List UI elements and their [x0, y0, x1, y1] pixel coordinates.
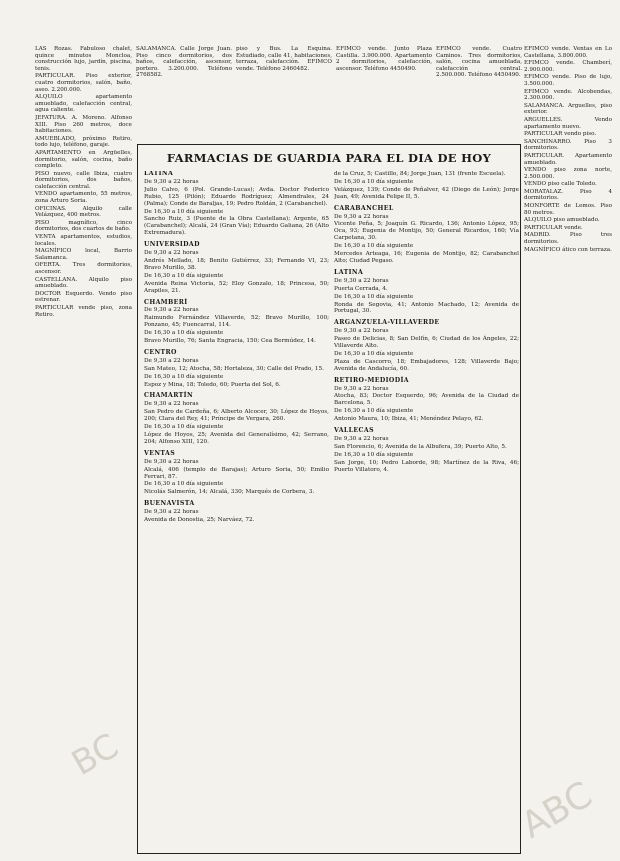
pharmacy-list: Bravo Murillo, 76; Santa Engracia, 150; Cea Bermúdez, 14.	[144, 338, 316, 345]
classified-ad: AMUEBLADO, próximo Retiro, todo lujo, teléfono, garaje.	[35, 135, 132, 149]
district-name: VENTAS	[144, 449, 176, 457]
pharmacy-list: Andrés Mellado, 18; Benito Gutiérrez, 33; Fernando VI, 23; Bravo Murillo, 38.	[144, 257, 329, 271]
district-section	[334, 428, 519, 473]
district-section	[144, 393, 329, 445]
pharmacy-list: Espoz y Mina, 18; Toledo, 60; Puerta del Sol, 6.	[144, 381, 281, 388]
pharmacy-list: Raimundo Fernández Villaverde, 52; Bravo Murillo, 100; Ponzano, 45; Fuencarral, 114.	[144, 315, 329, 329]
shift-time: De 16,30 a 10 día siguiente	[334, 243, 414, 250]
classifieds-column-5	[436, 46, 522, 142]
pharmacy-list: San Mateo, 12; Atocha, 58; Hortaleza, 30; Calle del Prado, 15.	[144, 365, 324, 372]
district-section	[144, 451, 329, 496]
district-section	[334, 206, 519, 265]
classified-ad: PARTICULAR vende piso, zona Retiro.	[35, 304, 132, 318]
classified-ad: LAS Rozas. Fabuloso chalet, quince minutos Moncloa, construcción lujo, jardín, piscina, tenis.	[35, 46, 132, 72]
pharmacy-list: San Jorge, 10; Pedro Laborde, 98; Martínez de la Riva, 46; Puerto Villatoro, 4.	[334, 459, 519, 473]
district-section	[334, 270, 519, 315]
classified-ad: MORATALAZ. Piso 4 dormitorios.	[524, 188, 612, 202]
district-section	[144, 350, 329, 389]
district-name: LATINA	[144, 171, 174, 177]
district-name: CHAMBERÍ	[144, 298, 188, 306]
classified-ad: MADRID. Piso tres dormitorios.	[524, 232, 612, 246]
district-name: CHAMARTÍN	[144, 392, 194, 400]
pharmacy-list: Velázquez, 139; Conde de Peñalver, 42 (Diego de León); Jorge Juan, 49; Avenida Felipe II, 5.	[334, 186, 519, 200]
classifieds-column-1	[35, 46, 132, 806]
classified-ad: VENDO apartamento, 55 metros, zona Arturo Soria.	[35, 191, 132, 205]
classified-ad: MAGNÍFICO local, Barrio Salamanca.	[35, 248, 132, 261]
pharmacy-list: López de Hoyos, 25; Avenida del Generalísimo, 42; Serrano, 204; Alfonso XIII, 120.	[144, 432, 329, 445]
pharmacy-list: San Florencio, 6; Avenida de la Albufera, 39; Puerto Alto, 5.	[334, 443, 507, 450]
classified-ad: SANCHINARRO. Piso 3 dormitorios.	[524, 138, 612, 152]
pharmacy-list: Sancho Ruiz, 3 (Puente de la Obra Castellana); Argente, 65 (Carabanchel); Alcalá, 24 (Gran Vía); Eduardo Galiana, 26 (Alto Extremadura).	[144, 216, 329, 237]
pharmacy-list: Atocha, 83; Doctor Esquerdo, 96; Avenida de la Ciudad de Barcelona, 5.	[334, 393, 519, 407]
classified-ad: EFIMCO vende. Piso de lujo, 3.500.000.	[524, 74, 612, 87]
classified-ad: EFIMCO vende. Ventas en Lo Castellana, 3.800.000.	[524, 46, 612, 59]
classified-ad: piso y Bus. La Esquina. Estudiado, calle 41, habitaciones, terraza, calefacción. EFIMCO vende. Teléfono 2460482.	[236, 46, 332, 72]
shift-time: De 9,30 a 22 horas	[334, 328, 389, 335]
district-name: VALLECAS	[334, 427, 374, 435]
pharmacies-box	[137, 144, 521, 854]
pharmacy-list: Vicente Peña, 5; Joaquín G. Ricardo, 136; Antonio López, 95; Oca, 93; Eugenia de Montijo, 50; General Ricardos, 160; Vía Carpetana, 30.	[334, 221, 519, 242]
classified-ad: APARTAMENTO en Argüelles, dormitorio, salón, cocina, baño completo.	[35, 149, 132, 170]
classified-ad: SALAMANCA. Arguelles, piso exterior.	[524, 102, 612, 116]
classified-ad: ARGUELLES. Vendo apartamento nuevo.	[524, 116, 612, 130]
shift-time: De 9,30 a 22 horas	[144, 458, 199, 465]
classifieds-column-4	[336, 46, 432, 142]
pharmacy-list: Ronda de Segovia, 41; Antonio Machado, 12; Avenida de Portugal, 30.	[334, 301, 519, 315]
classified-ad: ALQUILO apartamento amueblado, calefacción central, agua caliente.	[35, 94, 132, 114]
district-name: BUENAVISTA	[144, 500, 195, 508]
district-section	[144, 242, 329, 294]
shift-time: De 16,30 a 10 día siguiente	[144, 373, 224, 380]
classified-ad: PARTICULAR vendo piso.	[524, 131, 597, 138]
classifieds-column-6	[524, 46, 612, 856]
district-section	[144, 171, 329, 237]
pharmacy-list: San Pedro de Cardeña, 6; Alberto Alcocer, 30; López de Hoyos, 200; Clara del Rey, 41; Príncipe de Vergara, 260.	[144, 409, 329, 423]
classified-ad: VENTA apartamentos, estudios, locales.	[35, 234, 132, 247]
shift-time: De 16,30 a 10 día siguiente	[144, 272, 224, 279]
shift-time: De 9,30 a 22 horas	[144, 509, 199, 516]
pharmacy-list: Antonio Maura, 10; Ibiza, 41; Menéndez Pelayo, 62.	[334, 416, 484, 423]
shift-time: De 9,30 a 22 horas	[144, 178, 199, 185]
district-section	[334, 378, 519, 423]
shift-time: De 9,30 a 22 horas	[334, 213, 389, 220]
shift-time: De 9,30 a 22 horas	[144, 401, 199, 408]
classified-ad: PISO nuevo, calle Ibiza, cuatro dormitorios, dos baños, calefacción central.	[35, 170, 132, 190]
pharmacy-list: Julio Calvo, 6 (Pol. Grande-Lucas); Avda. Doctor Federico Rubio, 125 (Pilón); Eduardo Rodríguez; Almendrales, 24 (Palma); Conde de Baraljas, 19; Pedro Roldán, 2 (Carabanchel).	[144, 186, 329, 207]
shift-time: De 16,30 a 10 día siguiente	[144, 330, 224, 337]
classified-ad: EFIMCO vende. Alcobendas, 2.300.000.	[524, 88, 612, 102]
shift-time: De 16,30 a 10 día siguiente	[334, 451, 414, 458]
shift-time: De 16,30 a 10 día siguiente	[144, 424, 224, 431]
watermark-stamp: ABC	[514, 774, 600, 847]
classified-ad: SALAMANCA. Calle Jorge Juan. Piso cinco dormitorios, dos baños, calefacción, ascensor, portero. 3.200.000. Teléfono 2768582.	[136, 46, 232, 79]
shift-time: De 16,30 a 10 día siguiente	[334, 178, 414, 185]
pharmacies-column-1	[144, 171, 329, 849]
district-name: UNIVERSIDAD	[144, 241, 200, 249]
shift-time: De 9,30 a 22 horas	[144, 250, 199, 257]
shift-time: De 16,30 a 10 día siguiente	[334, 408, 414, 415]
classified-ad: OFICINAS. Alquilo calle Velázquez, 400 metros.	[35, 205, 132, 219]
classified-ad: PARTICULAR. Piso exterior, cuatro dormitorios, salón, baño, aseo. 2.200.000.	[35, 73, 132, 93]
classified-ad: EFIMCO vende. Cuatro Caminos. Tres dormitorios, salón, cocina amueblada, calefacción central. 2.500.000. Teléfono 4450490.	[436, 46, 522, 79]
pharmacy-list: Mercedes Arteaga, 16; Eugenia de Montijo, 82; Carabanchel Alto; Ciudad Pegaso.	[334, 251, 519, 264]
classified-ad: VENDO piso zona norte, 2.500.000.	[524, 167, 612, 180]
shift-time: De 9,30 a 22 horas	[334, 436, 389, 442]
district-name: CARABANCHEL	[334, 204, 394, 212]
watermark-stamp: BC	[65, 726, 126, 784]
classified-ad: DOCTOR Esquerdo. Vendo piso estrenar.	[35, 290, 132, 304]
shift-time: De 16,30 a 10 día siguiente	[334, 350, 414, 357]
shift-time: De 16,30 a 10 día siguiente	[144, 208, 224, 215]
pharmacy-list: Puerta Cerrada, 4.	[334, 285, 388, 292]
classified-ad: PISO magnífico, cinco dormitorios, dos cuartos de baño.	[35, 219, 132, 233]
shift-time: De 16,30 a 10 día siguiente	[334, 293, 414, 300]
classified-ad: VENDO piso calle Toledo.	[524, 181, 597, 188]
classified-ad: EFIMCO vende. Junto Plaza Castilla. 3.900.000. Apartamento 2 dormitorios, calefacción, ascensor. Teléfono 4450490.	[336, 46, 432, 72]
classified-ad: PARTICULAR. Apartamento amueblado.	[524, 152, 612, 166]
pharmacy-list: de la Cruz, 5; Castillo, 84; Jorge Juan, 131 (frente Escuela).	[334, 171, 506, 177]
classified-ad: MAGNÍFICO ático con terraza.	[524, 246, 612, 253]
pharmacy-list: Paseo de Delicias, 8; San Delfín, 6; Ciudad de los Ángeles, 22; Villaverde Alto.	[334, 336, 519, 350]
shift-time: De 9,30 a 22 horas	[334, 385, 389, 392]
pharmacy-list: Plaza de Cascorro, 18; Embajadores, 128; Villaverde Bajo; Avenida de Andalucía, 60.	[334, 358, 519, 372]
district-name: CENTRO	[144, 348, 177, 356]
classified-ad: MONFORTE de Lemos. Piso 80 metros.	[524, 203, 612, 216]
district-section	[144, 501, 329, 524]
classified-ad: OFERTA. Tres dormitorios, ascensor.	[35, 262, 132, 275]
pharmacies-column-2	[334, 171, 519, 849]
shift-time: De 9,30 a 22 horas	[334, 277, 389, 284]
pharmacy-list: Alcalá, 406 (templo de Barajas); Arturo Soria, 50; Emilio Ferrari, 87.	[144, 466, 329, 480]
shift-time: De 9,30 a 22 horas	[144, 307, 199, 314]
pharmacies-title: FARMACIAS DE GUARDIA PARA EL DIA DE HOY	[166, 151, 492, 165]
district-section	[144, 300, 329, 345]
pharmacy-list: Avenida Reina Victoria, 52; Eloy Gonzalo, 18; Princesa, 50; Arapiles, 21.	[144, 280, 329, 294]
district-name: ARGANZUELA-VILLAVERDE	[334, 319, 440, 327]
classified-ad: PARTICULAR vende.	[524, 224, 583, 231]
classifieds-column-2	[136, 46, 232, 142]
classifieds-column-3	[236, 46, 332, 142]
district-name: RETIRO-MEDIODÍA	[334, 376, 409, 384]
classified-ad: ALQUILO piso amueblado.	[524, 217, 600, 224]
district-section	[334, 320, 519, 372]
classified-ad: JEFATURA. A. Moreno. Alfonso XIII. Piso 260 metros, doce habitaciones.	[35, 114, 132, 135]
pharmacy-list: Nicolás Salmerón, 14; Alcalá, 330; Marqués de Corbera, 3.	[144, 489, 315, 496]
pharmacy-list: Avenida de Donostia, 25; Narváez, 72.	[144, 517, 255, 524]
shift-time: De 16,30 a 10 día siguiente	[144, 481, 224, 488]
classified-ad: EFIMCO vende. Chamberí, 2.900.000.	[524, 60, 612, 73]
classified-ad: CASTELLANA. Alquilo piso amueblado.	[35, 276, 132, 290]
district-name: LATINA	[334, 268, 364, 276]
shift-time: De 9,30 a 22 horas	[144, 357, 199, 364]
district-section	[334, 171, 519, 201]
